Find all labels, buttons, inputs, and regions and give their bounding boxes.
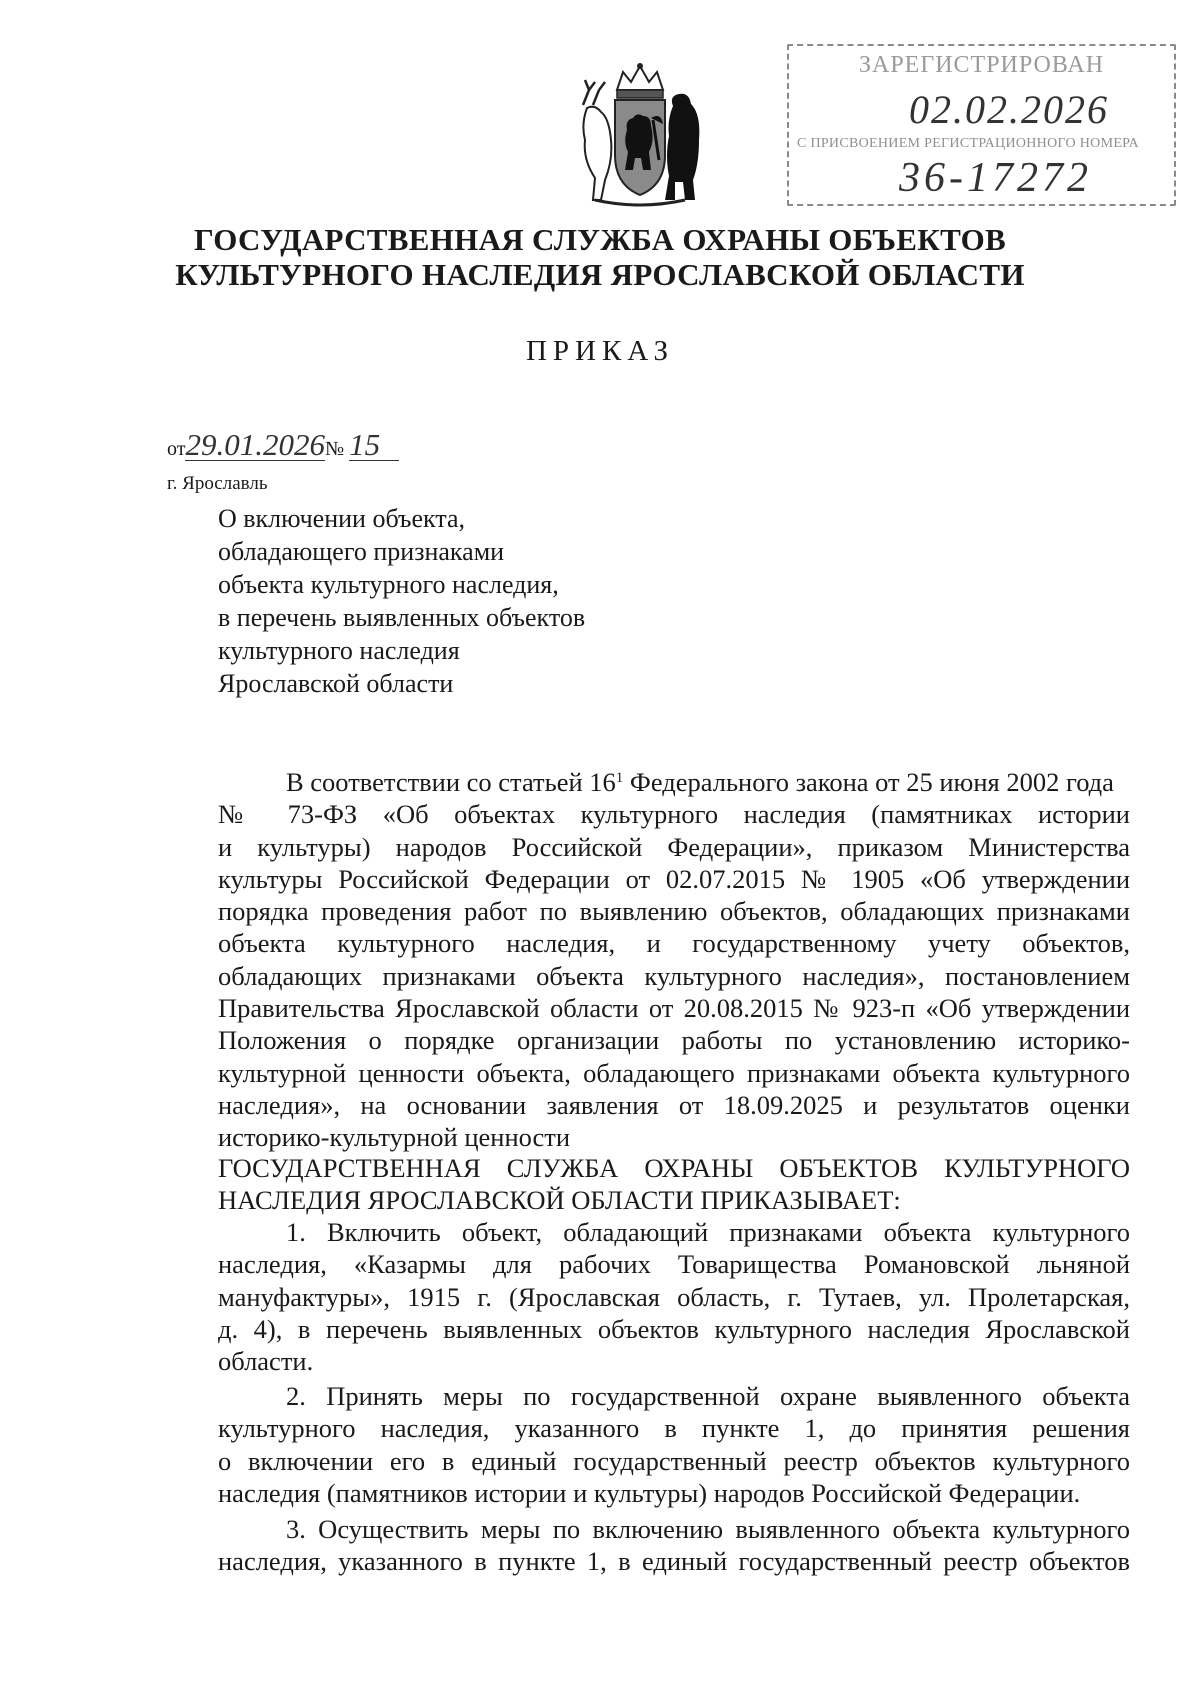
subject-line: О включении объекта, xyxy=(218,504,466,533)
item-line: культурного наследия, указанного в пункте 1, до принятия решения xyxy=(218,1413,1130,1444)
item-2 xyxy=(218,1380,1130,1509)
preamble-text: Федерального закона от 25 июня 2002 года xyxy=(623,767,1114,797)
subject xyxy=(218,502,585,700)
decree-heading xyxy=(218,1152,1130,1217)
preamble-text: В соответствии со статьей 16 xyxy=(286,767,616,797)
stamp-number: 36-17272 xyxy=(899,155,1092,201)
item-line: 2. Принять меры по государственной охране выявленного объекта xyxy=(286,1381,1130,1411)
subject-line: культурного наследия xyxy=(218,636,460,665)
subject-line: Ярославской области xyxy=(218,669,454,698)
subject-line: обладающего признаками xyxy=(218,537,505,566)
decree-line: НАСЛЕДИЯ ЯРОСЛАВСКОЙ ОБЛАСТИ ПРИКАЗЫВАЕТ: xyxy=(218,1185,901,1216)
stamp-title: ЗАРЕГИСТРИРОВАН xyxy=(858,52,1105,78)
preamble-line: Положения о порядке организации работы по установлению историко- xyxy=(218,1025,1130,1056)
stamp-date: 02.02.2026 xyxy=(909,87,1109,132)
preamble-line: порядка проведения работ по выявлению объектов, обладающих признаками xyxy=(218,896,1130,927)
preamble-line: Правительства Ярославской области от 20.08.2015 № 923-п «Об утверждении xyxy=(218,993,1130,1024)
item-line: наследия, «Казармы для рабочих Товарищества Романовской льняной xyxy=(218,1249,1130,1280)
stamp-subtitle: С ПРИСВОЕНИЕМ РЕГИСТРАЦИОННОГО НОМЕРА xyxy=(797,136,1139,151)
preamble-first-line xyxy=(218,766,1130,798)
order-date-number xyxy=(167,427,399,462)
item-line: области. xyxy=(218,1346,314,1377)
preamble-line: обладающих признаками объекта культурного наследия», постановлением xyxy=(218,960,1130,991)
registration-stamp xyxy=(787,44,1176,206)
preamble-paragraph xyxy=(218,766,1130,1154)
decree-line: ГОСУДАРСТВЕННАЯ СЛУЖБА ОХРАНЫ ОБЪЕКТОВ КУЛЬТУРНОГО xyxy=(218,1153,1130,1183)
number-prefix: № xyxy=(324,438,345,460)
order-number: 15 xyxy=(349,430,399,461)
header-line-2: КУЛЬТУРНОГО НАСЛЕДИЯ ЯРОСЛАВСКОЙ ОБЛАСТИ xyxy=(175,257,1025,292)
item-line: наследия (памятников истории и культуры) народов Российской Федерации. xyxy=(218,1477,1081,1508)
subject-line: в перечень выявленных объектов xyxy=(218,603,586,632)
item-line: 3. Осуществить меры по включению выявленного объекта культурного xyxy=(286,1514,1130,1544)
item-line: 1. Включить объект, обладающий признаками объекта культурного xyxy=(286,1217,1130,1247)
item-line: мануфактуры», 1915 г. (Ярославская область, г. Тутаев, ул. Пролетарская, xyxy=(218,1281,1130,1312)
preamble-line: культуры Российской Федерации от 02.07.2015 № 1905 «Об утверждении xyxy=(218,863,1130,894)
item-1 xyxy=(218,1216,1130,1377)
article-superscript: 1 xyxy=(615,770,624,786)
city: г. Ярославль xyxy=(167,473,268,494)
date-prefix: от xyxy=(167,438,186,460)
preamble-last-line: историко-культурной ценности xyxy=(218,1122,571,1153)
preamble-line: и культуры) народов Российской Федерации», приказом Министерства xyxy=(218,831,1130,862)
item-line: о включении его в единый государственный реестр объектов культурного xyxy=(218,1445,1130,1476)
preamble-line: культурной ценности объекта, обладающего признаками объекта культурного xyxy=(218,1057,1130,1088)
subject-line: объекта культурного наследия, xyxy=(218,570,559,599)
preamble-line: № 73-ФЗ «Об объектах культурного наследия (памятниках истории xyxy=(218,799,1130,830)
item-line: наследия, указанного в пункте 1, в единый государственный реестр объектов xyxy=(218,1546,1130,1577)
preamble-line: наследия», на основании заявления от 18.09.2025 и результатов оценки xyxy=(218,1089,1130,1120)
coat-of-arms-icon xyxy=(565,60,715,210)
document-type: ПРИКАЗ xyxy=(525,335,675,367)
preamble-line: объекта культурного наследия, и государственному учету объектов, xyxy=(218,928,1130,959)
order-date: 29.01.2026 xyxy=(185,427,325,462)
item-3 xyxy=(218,1513,1130,1578)
item-line: д. 4), в перечень выявленных объектов культурного наследия Ярославской xyxy=(218,1313,1130,1344)
header-line-1: ГОСУДАРСТВЕННАЯ СЛУЖБА ОХРАНЫ ОБЪЕКТОВ xyxy=(193,222,1007,257)
